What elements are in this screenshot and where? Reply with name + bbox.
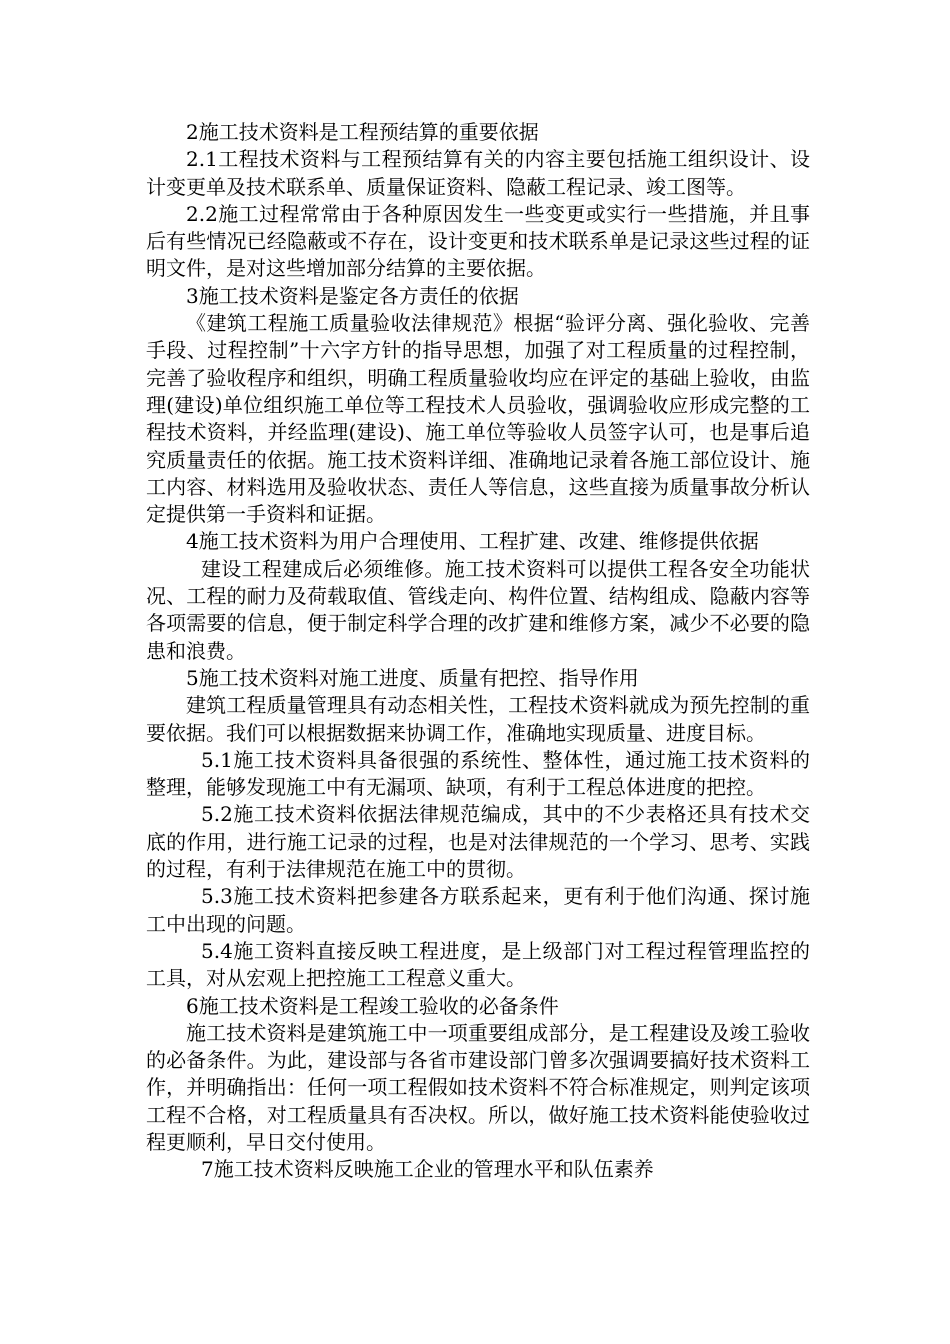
section-heading-3: 3施工技术资料是鉴定各方责任的依据 [186, 283, 519, 308]
paragraph-6-body: 施工技术资料是建筑施工中一项重要组成部分，是工程建设及竣工验收的必备条件。为此，建设部与各省市建设部门曾多次强调要搞好技术资料工作，并明确指出：任何一项工程假如技术资料不符合标准规定，则判定该项工程不合格，对工程质量具有否决权。所以，做好施工技术资料能使验收过程更顺利，早日交付使用。 [146, 1020, 810, 1154]
paragraph-5-1: 5.1施工技术资料具备很强的系统性、整体性，通过施工技术资料的整理，能够发现施工中有无漏项、缺项，有利于工程总体进度的把控。 [146, 747, 810, 800]
paragraph-2-1: 2.1工程技术资料与工程预结算有关的内容主要包括施工组织设计、设计变更单及技术联系单、质量保证资料、隐蔽工程记录、竣工图等。 [146, 147, 810, 199]
paragraph-5-body: 建筑工程质量管理具有动态相关性，工程技术资料就成为预先控制的重要依据。我们可以根据数据来协调工作，准确地实现质量、进度目标。 [146, 693, 810, 745]
section-heading-7: 7施工技术资料反映施工企业的管理水平和队伍素养 [201, 1157, 654, 1182]
paragraph-2-2: 2.2施工过程常常由于各种原因发生一些变更或实行一些措施，并且事后有些情况已经隐蔽或不存在，设计变更和技术联系单是记录这些过程的证明文件，是对这些增加部分结算的主要依据。 [146, 201, 810, 281]
document-page [146, 119, 810, 1184]
section-heading-4: 4施工技术资料为用户合理使用、工程扩建、改建、维修提供依据 [186, 529, 759, 554]
paragraph-5-3: 5.3施工技术资料把参建各方联系起来，更有利于他们沟通、探讨施工中出现的问题。 [146, 884, 810, 936]
paragraph-3-body: 《建筑工程施工质量验收法律规范》根据“验评分离、强化验收、完善手段、过程控制”十六字方针的指导思想，加强了对工程质量的过程控制，完善了验收程序和组织，明确工程质量验收均应在评定的基础上验收，由监理(建设)单位组织施工单位等工程技术人员验收，强调验收应形成完整的工程技术资料，并经监理(建设)、施工单位等验收人员签字认可，也是事后追究质量责任的依据。施工技术资料详细、准确地记录着各施工部位设计、施工内容、材料选用及验收状态、责任人等信息，这些直接为质量事故分析认定提供第一手资料和证据。 [146, 311, 810, 527]
paragraph-4-body: 建设工程建成后必须维修。施工技术资料可以提供工程各安全功能状况、工程的耐力及荷载取值、管线走向、构件位置、结构组成、隐蔽内容等各项需要的信息，便于制定科学合理的改扩建和维修方案，减少不必要的隐患和浪费。 [146, 556, 810, 663]
section-heading-2: 2施工技术资料是工程预结算的重要依据 [186, 120, 539, 144]
section-heading-5: 5施工技术资料对施工进度、质量有把控、指导作用 [186, 665, 639, 690]
paragraph-5-4: 5.4施工资料直接反映工程进度，是上级部门对工程过程管理监控的工具，对从宏观上把控施工工程意义重大。 [146, 938, 810, 991]
section-heading-6: 6施工技术资料是工程竣工验收的必备条件 [186, 993, 559, 1018]
paragraph-5-2: 5.2施工技术资料依据法律规范编成，其中的不少表格还具有技术交底的作用，进行施工记录的过程，也是对法律规范的一个学习、思考、实践的过程，有利于法律规范在施工中的贯彻。 [146, 802, 810, 882]
